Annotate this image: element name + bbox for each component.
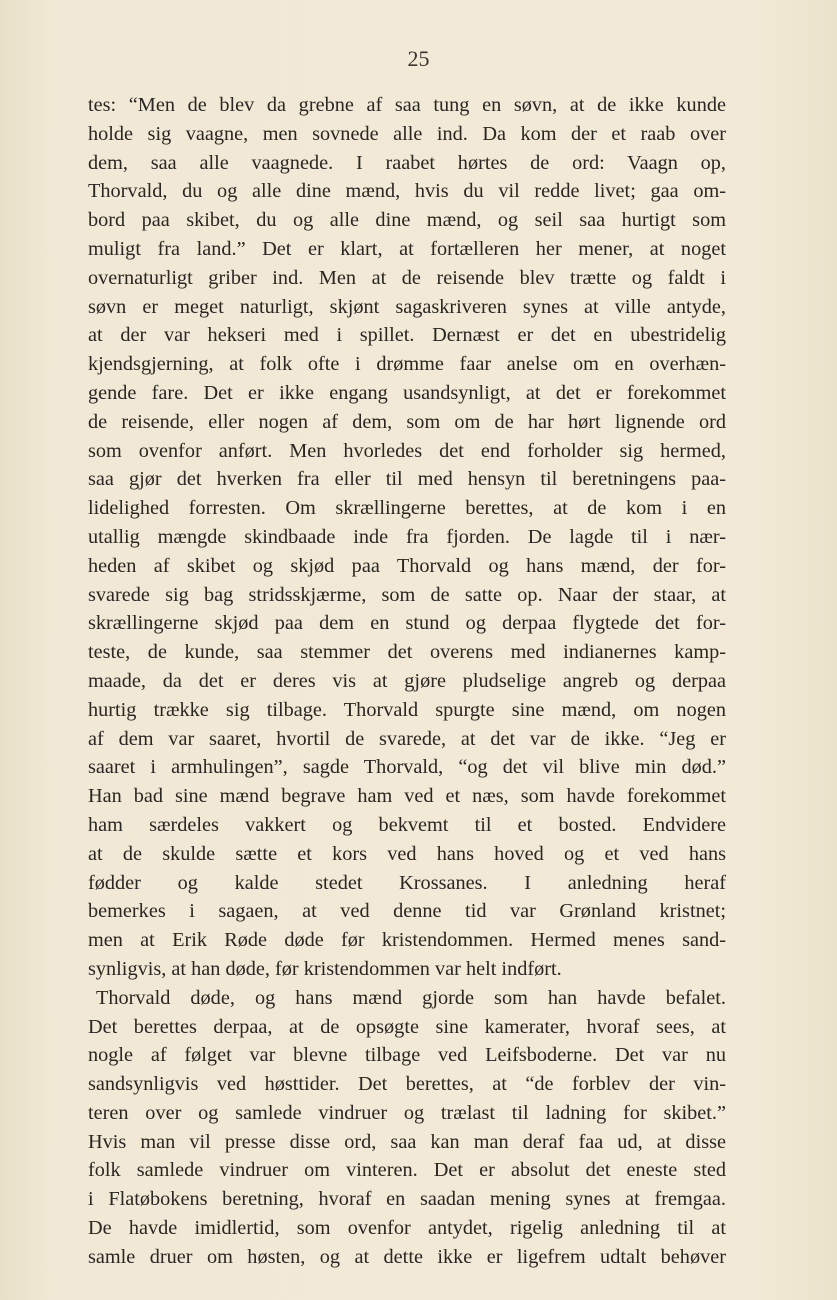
text-line: overnaturligt griber ind. Men at de reisende blev trætte og faldt i — [88, 266, 726, 289]
body-text — [88, 91, 726, 1272]
text-line: svarede sig bag stridsskjærme, som de satte op. Naar der staar, at — [88, 583, 726, 606]
text-line: sandsynligvis ved høsttider. Det berettes, at “de forblev der vin- — [88, 1073, 726, 1096]
text-line: teste, de kunde, saa stemmer det overens med indianernes kamp- — [88, 641, 726, 664]
text-line: Thorvald døde, og hans mænd gjorde som han havde befalet. — [96, 986, 726, 1009]
text-line: teren over og samlede vindruer og trælast til ladning for skibet.” — [88, 1101, 726, 1124]
text-line: dem, saa alle vaagnede. I raabet hørtes de ord: Vaagn op, — [88, 151, 726, 174]
text-line: synligvis, at han døde, før kristendommen var helt indført. — [88, 957, 562, 980]
text-line: saaret i armhulingen”, sagde Thorvald, “og det vil blive min død.” — [88, 756, 726, 779]
text-line: som ovenfor anført. Men hvorledes det end forholder sig hermed, — [88, 439, 726, 462]
page-number: 25 — [407, 46, 430, 71]
text-line: bemerkes i sagaen, at ved denne tid var Grønland kristnet; — [88, 900, 726, 923]
text-line: tes: “Men de blev da grebne af saa tung en søvn, at de ikke kunde — [88, 94, 726, 116]
text-line: af dem var saaret, hvortil de svarede, at det var de ikke. “Jeg er — [88, 727, 726, 750]
text-line: de reisende, eller nogen af dem, som om de har hørt lignende ord — [88, 410, 726, 433]
text-line: folk samlede vindruer om vinteren. Det er absolut det eneste sted — [88, 1159, 726, 1182]
text-line: bord paa skibet, du og alle dine mænd, og seil saa hurtigt som — [88, 209, 726, 232]
text-line: skrællingerne skjød paa dem en stund og derpaa flygtede det for- — [88, 612, 726, 635]
text-line: gende fare. Det er ikke engang usandsynligt, at det er forekommet — [88, 381, 726, 404]
text-line: at de skulde sætte et kors ved hans hoved og et ved hans — [88, 842, 726, 865]
text-line: utallig mængde skindbaade inde fra fjorden. De lagde til i nær- — [88, 525, 726, 548]
text-line: at der var hekseri med i spillet. Dernæst er det en ubestridelig — [88, 324, 726, 347]
text-line: maade, da det er deres vis at gjøre pludselige angreb og derpaa — [88, 669, 726, 692]
text-line: De havde imidlertid, som ovenfor antydet, rigelig anledning til at — [88, 1217, 726, 1240]
text-line: i Flatøbokens beretning, hvoraf en saadan mening synes at fremgaa. — [88, 1188, 726, 1211]
text-line: søvn er meget naturligt, skjønt sagaskriveren synes at ville antyde, — [88, 295, 726, 318]
text-line: lidelighed forresten. Om skrællingerne berettes, at de kom i en — [88, 497, 726, 520]
text-line: Thorvald, du og alle dine mænd, hvis du vil redde livet; gaa om- — [88, 180, 726, 203]
text-line: Hvis man vil presse disse ord, saa kan man deraf faa ud, at disse — [88, 1130, 726, 1153]
text-line: Det berettes derpaa, at de opsøgte sine kamerater, hvoraf sees, at — [88, 1015, 726, 1038]
text-line: ham særdeles vakkert og bekvemt til et bosted. Endvidere — [88, 813, 726, 836]
text-line: Han bad sine mænd begrave ham ved et næs, som havde forekommet — [88, 785, 726, 808]
text-line: saa gjør det hverken fra eller til med hensyn til beretningens paa- — [88, 468, 726, 491]
text-line: nogle af følget var blevne tilbage ved Leifsboderne. Det var nu — [88, 1044, 726, 1067]
text-line: holde sig vaagne, men sovnede alle ind. Da kom der et raab over — [88, 122, 726, 145]
text-line: fødder og kalde stedet Krossanes. I anledning heraf — [88, 871, 726, 894]
text-line: samle druer om høsten, og at dette ikke er ligefrem udtalt behøver — [88, 1245, 726, 1268]
text-line: heden af skibet og skjød paa Thorvald og hans mænd, der for- — [88, 554, 726, 577]
text-line: kjendsgjerning, at folk ofte i drømme faar anelse om en overhæn- — [88, 353, 726, 376]
text-line: muligt fra land.” Det er klart, at fortælleren her mener, at noget — [88, 237, 726, 260]
text-line: hurtig trække sig tilbage. Thorvald spurgte sine mænd, om nogen — [88, 698, 726, 721]
text-line: men at Erik Røde døde før kristendommen. Hermed menes sand- — [88, 929, 726, 952]
